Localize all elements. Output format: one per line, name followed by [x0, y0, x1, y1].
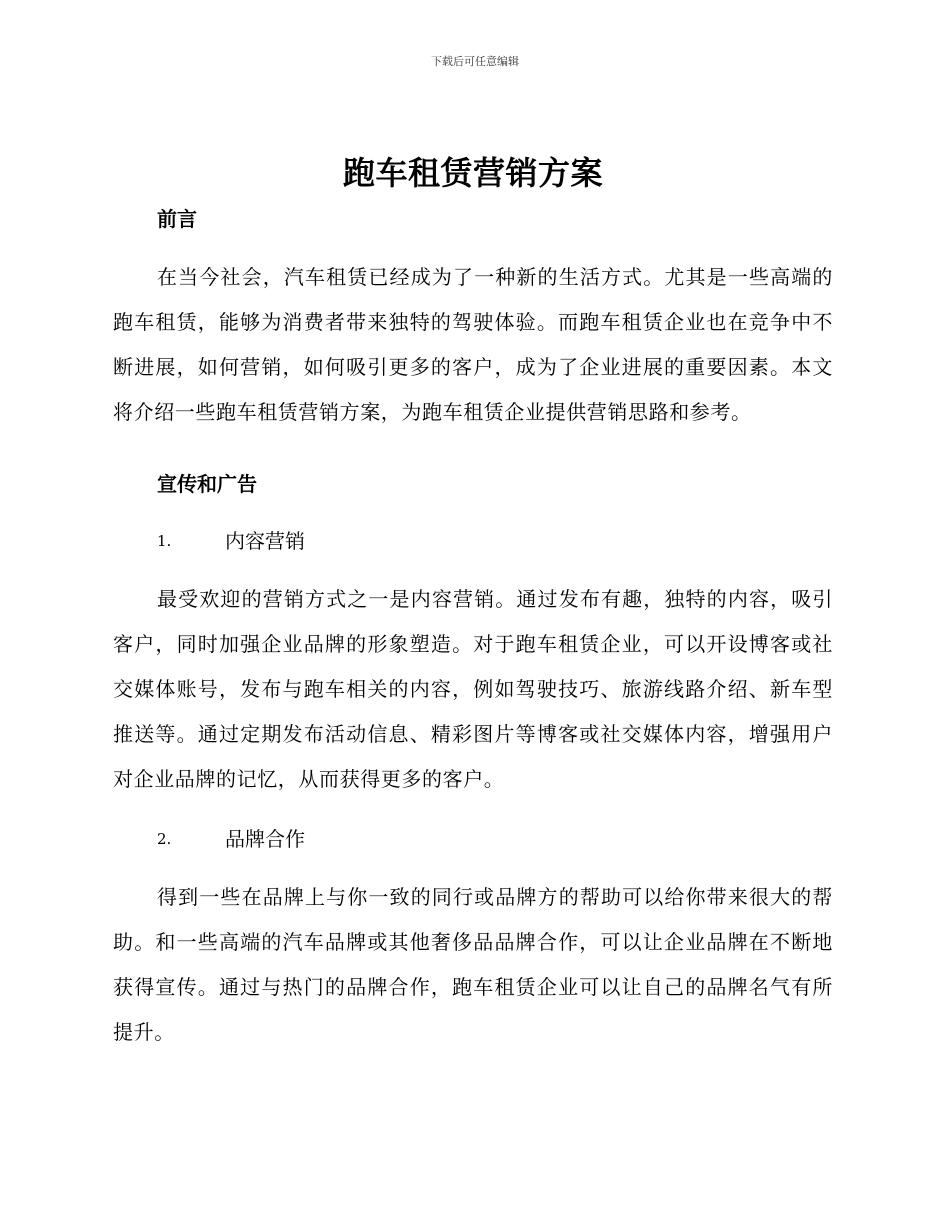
list-title: 内容营销 — [225, 529, 305, 553]
document-body — [113, 150, 833, 1055]
content-marketing-paragraph: 最受欢迎的营销方式之一是内容营销。通过发布有趣，独特的内容，吸引客户，同时加强企业品牌的形象塑造。对于跑车租赁企业，可以开设博客或社交媒体账号，发布与跑车相关的内容，例如驾驶技巧、旅游线路介绍、新车型推送等。通过定期发布活动信息、精彩图片等博客或社交媒体内容，增强用户对企业品牌的记忆，从而获得更多的客户。 — [113, 587, 833, 791]
section-heading-promotion: 宣传和广告 — [157, 472, 257, 496]
preface-paragraph: 在当今社会，汽车租赁已经成为了一种新的生活方式。尤其是一些高端的跑车租赁，能够为消费者带来独特的驾驶体验。而跑车租赁企业也在竞争中不断进展，如何营销，如何吸引更多的客户，成为了企业进展的重要因素。本文将介绍一些跑车租赁营销方案，为跑车租赁企业提供营销思路和参考。 — [113, 265, 833, 424]
list-title: 品牌合作 — [225, 827, 305, 851]
document-title: 跑车租赁营销方案 — [342, 154, 603, 192]
list-number: 1. — [157, 532, 172, 550]
list-item-content-marketing — [113, 527, 833, 555]
brand-partnership-paragraph: 得到一些在品牌上与你一致的同行或品牌方的帮助可以给你带来很大的帮助。和一些高端的汽车品牌或其他奢侈品品牌合作，可以让企业品牌在不断地获得宣传。通过与热门的品牌合作，跑车租赁企业可以让自己的品牌名气有所提升。 — [113, 885, 833, 1044]
list-number: 2. — [157, 830, 172, 848]
list-item-brand-partnership — [113, 825, 833, 853]
header-note: 下载后可任意编辑 — [431, 55, 519, 68]
section-heading-preface: 前言 — [157, 207, 197, 231]
